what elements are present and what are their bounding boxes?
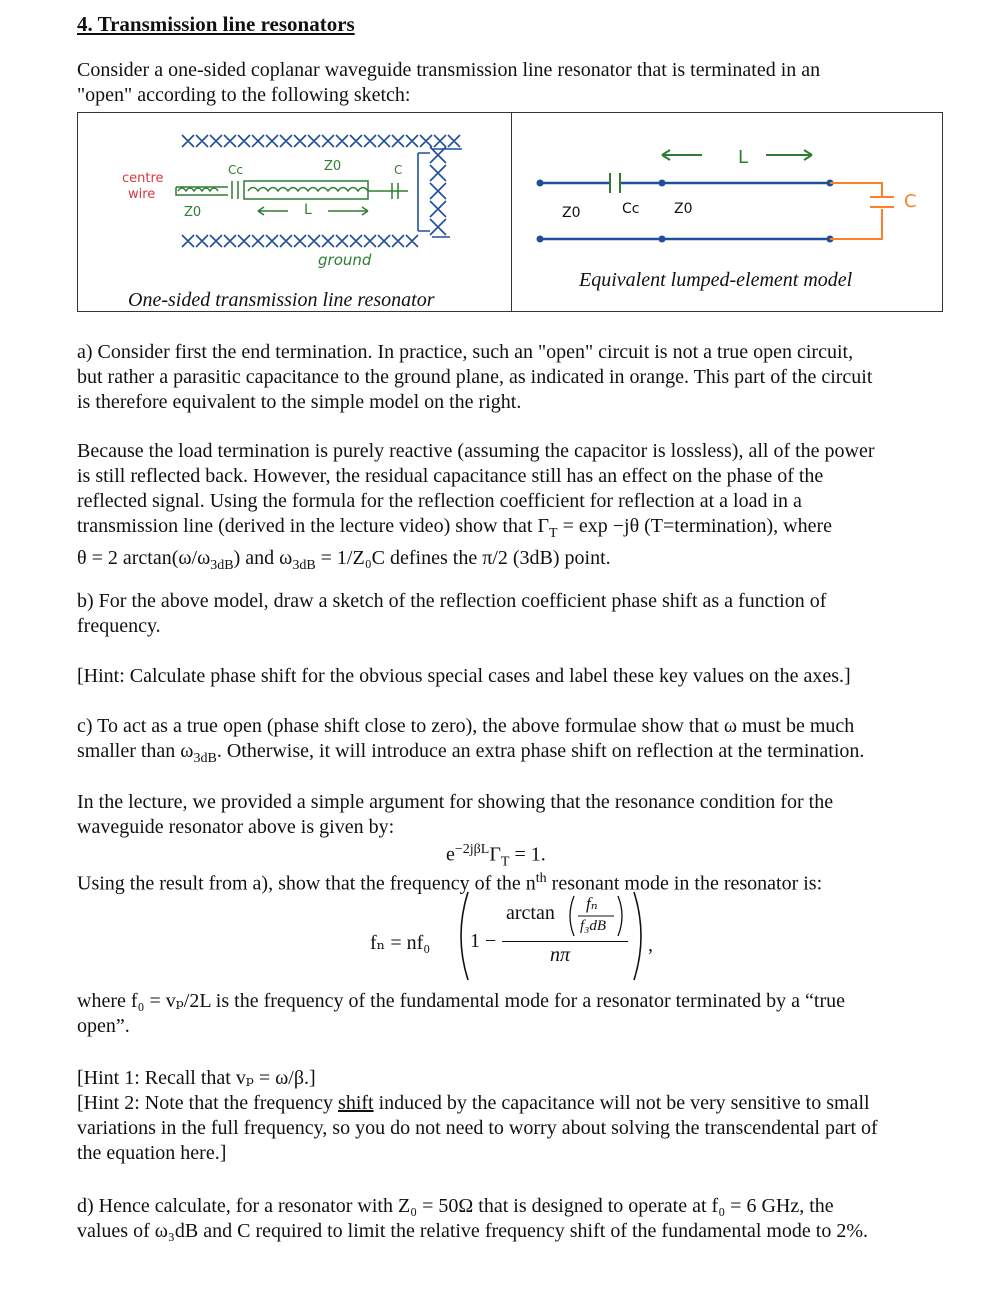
part-a-line-3: is therefore equivalent to the simple model on the right. xyxy=(77,391,522,413)
coupling-capacitor xyxy=(610,150,812,193)
power-line-2: is still reflected back. However, the residual capacitance still has an effect on the phase of the xyxy=(77,465,824,487)
label-cc-left: Cc xyxy=(228,163,243,177)
figure-box xyxy=(77,112,943,312)
fn-equation xyxy=(370,888,670,984)
lecture-line-1: In the lecture, we provided a simple argument for showing that the resonance condition for the xyxy=(77,791,834,813)
lecture-line-2: waveguide resonator above is given by: xyxy=(77,816,395,838)
part-d-line-2: values of ω₃dB and C required to limit the relative frequency shift of the fundamental mode to 2%. xyxy=(77,1220,869,1242)
part-a-line-2: but rather a parasitic capacitance to the ground plane, as indicated in orange. This part of the circuit xyxy=(77,366,873,388)
fn-arctan: arctan xyxy=(506,902,555,924)
hint-2-line-3: the equation here.] xyxy=(77,1142,227,1164)
big-paren-left xyxy=(452,890,472,982)
hint-2-line-2: variations in the full frequency, so you do not need to worry about solving the transcendental part of xyxy=(77,1117,878,1139)
label-l-right: L xyxy=(738,147,749,168)
power-line-5: θ = 2 $\arctan(\omega/\omega_{3dB})$ and $\omega_{3dB} = 1/Z_0C$ defines the π/2 (3dB) point. xyxy=(77,547,611,573)
fn-lhs: fₙ = nf₀ xyxy=(370,932,431,954)
fn-inner-den: f₃dB xyxy=(580,918,607,934)
fn-n-pi: nπ xyxy=(550,944,571,966)
fn-comma: , xyxy=(648,934,653,956)
power-line-1: Because the load termination is purely reactive (assuming the capacitor is lossless), all of the power xyxy=(77,440,875,462)
fn-inner-num: fₙ xyxy=(586,894,598,913)
label-wire: wire xyxy=(128,187,156,202)
label-l-left: L xyxy=(304,202,312,218)
part-c-line-1: c) To act as a true open (phase shift close to zero), the above formulae show that ω must be much xyxy=(77,715,855,737)
using-a-line: Using the result from a), show that the frequency of the $n^{th}$ resonant mode in the resonator is: xyxy=(77,871,823,895)
right-caption: Equivalent lumped-element model xyxy=(579,269,853,291)
label-c-left: C xyxy=(394,163,403,177)
section-title: 4. Transmission line resonators xyxy=(77,12,355,36)
termination-capacitor xyxy=(830,183,894,239)
label-centre: centre xyxy=(122,171,164,186)
part-b-line-1: b) For the above model, draw a sketch of the reflection coefficient phase shift as a function of xyxy=(77,590,827,612)
resonance-condition: $e^{-2j\beta L}\Gamma_T = 1$. xyxy=(446,842,546,870)
fn-one-minus: 1 − xyxy=(470,930,497,952)
label-z0-right: Z0 xyxy=(562,205,581,221)
label-c-right: C xyxy=(904,191,917,212)
power-line-3: reflected signal. Using the formula for the reflection coefficient for reflection at a load in a xyxy=(77,490,802,512)
intro-line-1: Consider a one-sided coplanar waveguide transmission line resonator that is terminated in an xyxy=(77,59,821,81)
hint-b: [Hint: Calculate phase shift for the obvious special cases and label these key values on the axes.] xyxy=(77,665,851,687)
part-a-line-1: a) Consider first the end termination. In practice, such an "open" circuit is not a true open circuit, xyxy=(77,341,854,363)
ground-hatch-top xyxy=(182,135,460,147)
part-d-line-1: d) Hence calculate, for a resonator with Z₀ = 50Ω that is designed to operate at f₀ = 6 GHz, the xyxy=(77,1195,834,1217)
label-z0b-right: Z0 xyxy=(674,201,693,217)
intro-line-2: "open" according to the following sketch: xyxy=(77,84,411,106)
where-line-2: open”. xyxy=(77,1015,130,1037)
label-ground: ground xyxy=(318,251,372,269)
big-paren-right xyxy=(630,890,650,982)
label-z0-left: Z0 xyxy=(184,205,202,220)
fn-fraction-bar xyxy=(502,941,628,942)
part-c-line-2: smaller than $\omega_{3dB}$. Otherwise, it will introduce an extra phase shift on reflection at the termination. xyxy=(77,740,865,766)
label-cc-right: Cc xyxy=(622,201,640,217)
left-caption: One-sided transmission line resonator xyxy=(128,289,435,311)
resonator-sketch xyxy=(78,113,511,311)
ground-hatch-right xyxy=(418,147,462,237)
centre-wire-trace xyxy=(176,181,408,215)
hint-1: [Hint 1: Recall that vₚ = ω/β.] xyxy=(77,1067,316,1089)
ground-hatch-bottom xyxy=(182,235,418,247)
where-line-1: where f₀ = vₚ/2L is the frequency of the fundamental mode for a resonator terminated by a “true xyxy=(77,990,845,1012)
hint-2-line-1: [Hint 2: Note that the frequency shift induced by the capacitance will not be very sensitive to small xyxy=(77,1092,870,1114)
label-z0-top: Z0 xyxy=(324,159,342,174)
part-b-line-2: frequency. xyxy=(77,615,161,637)
power-line-4: transmission line (derived in the lecture video) show that $\Gamma_T = \exp -j\theta$ (T=termination), where xyxy=(77,515,833,541)
